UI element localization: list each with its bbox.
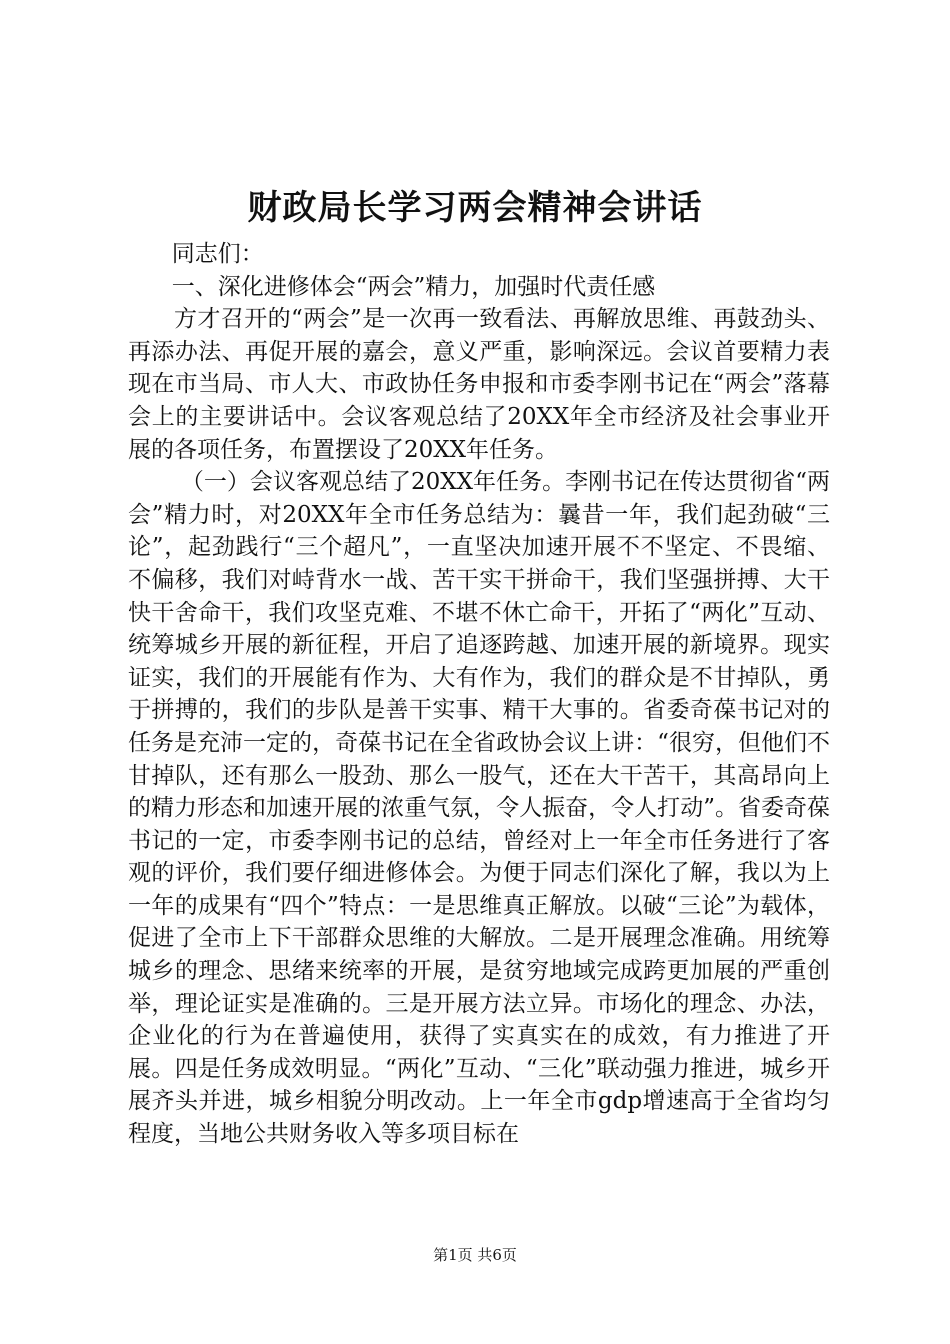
paragraph-2: （一）会议客观总结了20XX年任务。李刚书记在传达贯彻省“两会”精力时，对20XX年全市任务总结为：曩昔一年，我们起劲破“三论”，起劲践行“三个超凡”，一直坚决加速开展不不坚定、不畏缩、不偏移，我们对峙背水一战、苦干实干拼命干，我们坚强拼搏、大干快干舍命干，我们攻坚克难、不堪不休亡命干，开拓了“两化”互动、统筹城乡开展的新征程，开启了追逐跨越、加速开展的新境界。现实证实，我们的开展能有作为、大有作为，我们的群众是不甘掉队，勇于拼搏的，我们的步队是善干实事、精干大事的。省委奇葆书记对的任务是充沛一定的，奇葆书记在全省政协会议上讲：“很穷，但他们不甘掉队，还有那么一股劲、那么一股气，还在大干苦干，其高昂向上的精力形态和加速开展的浓重气氛，令人振奋，令人打动”。省委奇葆书记的一定，市委李刚书记的总结，曾经对上一年全市任务进行了客观的评价，我们要仔细进修体会。为便于同志们深化了解，我以为上一年的成果有“四个”特点：一是思维真正解放。以破“三论”为载体，促进了全市上下干部群众思维的大解放。二是开展理念准确。用统筹城乡的理念、思绪来统率的开展，是贫穷地域完成跨更加展的严重创举，理论证实是准确的。三是开展方法立异。市场化的理念、办法，企业化的行为在普遍使用，获得了实真实在的成效，有力推进了开展。四是任务成效明显。“两化”互动、“三化”联动强力推进，城乡开展齐头并进，城乡相貌分明改动。上一年全市gdp增速高于全省均匀程度，当地公共财务收入等多项目标在	[128, 469, 830, 1148]
greeting-line: 同志们：	[171, 241, 264, 267]
paragraph-1: 方才召开的“两会”是一次再一致看法、再解放思维、再鼓劲头、再添办法、再促开展的嘉会，意义严重，影响深远。会议首要精力表现在市当局、市人大、市政协任务申报和市委李刚书记在“两会”落幕会上的主要讲话中。会议客观总结了20XX年全市经济及社会事业开展的各项任务，布置摆设了20XX年任务。	[128, 306, 830, 463]
page-footer: 第1页 共6页	[433, 1246, 517, 1264]
section-heading: 一、深化进修体会“两会”精力，加强时代责任感	[171, 273, 656, 300]
document-title: 财政局长学习两会精神会讲话	[247, 188, 703, 228]
document-body	[128, 238, 830, 1151]
